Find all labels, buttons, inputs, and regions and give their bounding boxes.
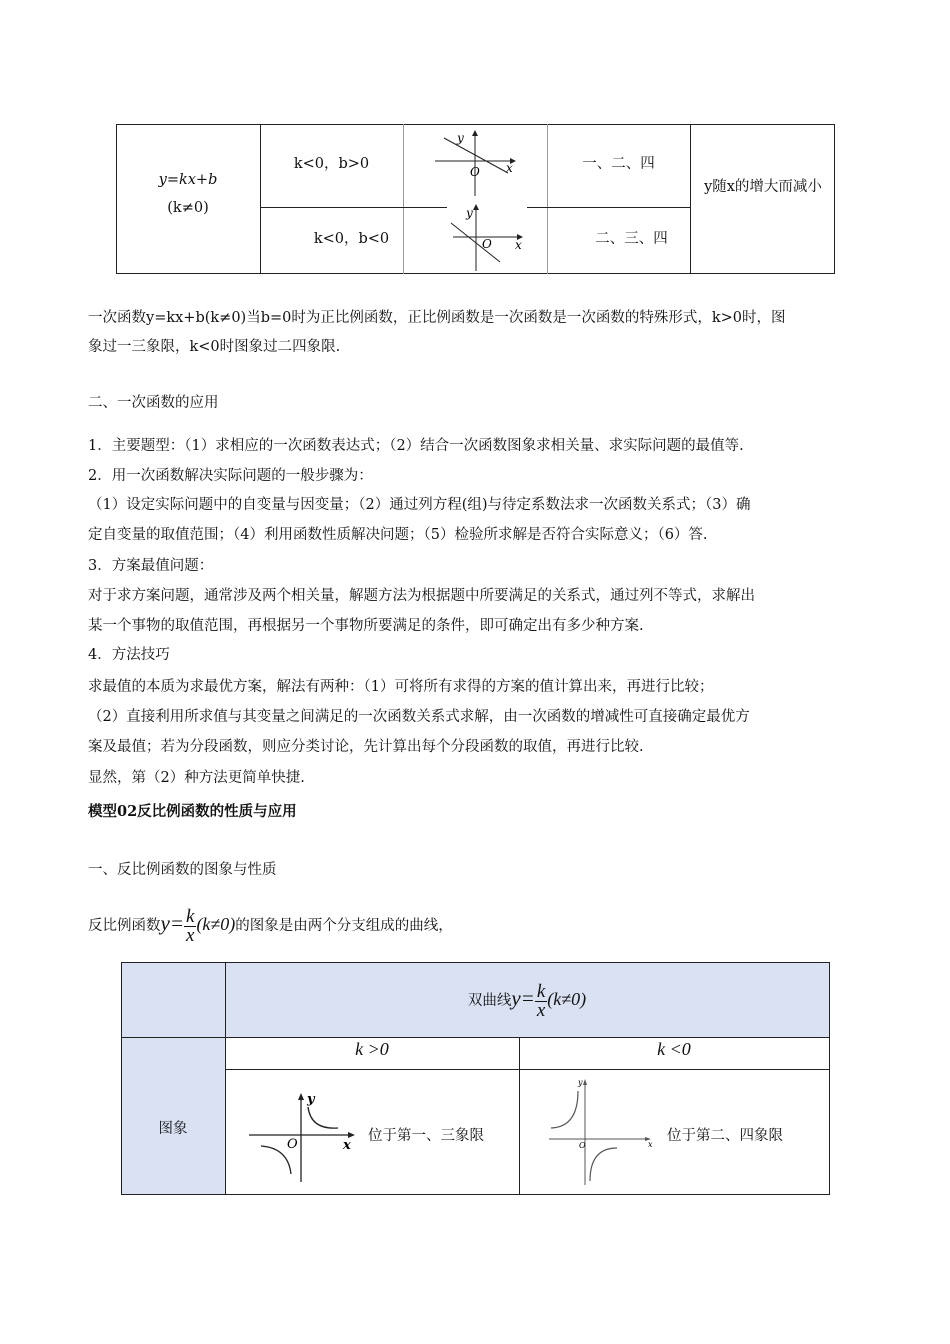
intro-text: 反比例函数 (88, 918, 161, 934)
svg-text:O: O (470, 165, 480, 179)
paragraph-line: 定自变量的取值范围；（4）利用函数性质解决问题；（5）检验所求解是否符合实际意义；（6）答. (88, 527, 708, 543)
math-eq: = (169, 911, 184, 935)
k-positive-description: 位于第一、三象限 (368, 1128, 484, 1144)
svg-text:x: x (648, 1140, 653, 1149)
line-graph-decreasing-negative-intercept (448, 203, 528, 273)
math-y: y (511, 986, 521, 1010)
numerator: k (186, 905, 195, 927)
paragraph-line: 某一个事物的取值范围，再根据另一个事物所要满足的条件，即可确定出有多少种方案. (88, 618, 644, 634)
paragraph-line: 4．方法技巧 (88, 647, 170, 663)
math-condition: (k≠0) (547, 989, 587, 1009)
math-y: y (160, 911, 170, 935)
case-2: k<0，b<0 (313, 231, 390, 247)
fraction-k-over-x (535, 980, 547, 1021)
function-condition: (k≠0) (167, 200, 209, 216)
fraction-k-over-x (184, 905, 196, 946)
hyperbola-graph-k-negative (545, 1075, 660, 1190)
paragraph-line: 显然，第（2）种方法更简单快捷. (88, 770, 305, 786)
paragraph-line: 2．用一次函数解决实际问题的一般步骤为： (88, 468, 373, 484)
k-negative-label: k <0 (657, 1039, 691, 1059)
paragraph-line: 象过一三象限，k<0时图象过二四象限. (88, 339, 341, 355)
denominator: x (536, 999, 546, 1021)
line-graph-decreasing-positive-intercept (430, 128, 520, 198)
paragraph-line: 案及最值；若为分段函数，则应分类讨论，先计算出每个分段函数的取值，再进行比较. (88, 739, 644, 755)
k-negative-description: 位于第二、四象限 (667, 1128, 783, 1144)
svg-text:y: y (578, 1078, 583, 1087)
quadrants-1: 一、二、四 (582, 156, 655, 172)
paragraph-line: （2）直接利用所求值与其变量之间满足的一次函数关系式求解，由一次函数的增减性可直接确定最优方 (88, 709, 750, 725)
intro-text-after: 的图象是由两个分支组成的曲线， (235, 918, 453, 934)
svg-text:x: x (343, 1138, 351, 1153)
math-eq: = (520, 986, 535, 1010)
model-title: 模型02反比例函数的性质与应用 (88, 803, 297, 820)
paragraph-line: 3．方案最值问题： (88, 558, 214, 574)
property-text: y随x的增大而减小 (704, 179, 822, 195)
svg-text:O: O (287, 1137, 298, 1152)
paragraph-line: （1）设定实际问题中的自变量与因变量；（2）通过列方程(组)与待定系数法求一次函数关系式；（3）确 (88, 497, 751, 513)
quadrants-2: 二、三、四 (595, 231, 668, 247)
paragraph-line: 一次函数y=kx+b(k≠0)当b=0时为正比例函数，正比例函数是一次函数是一次函数的特殊形式，k>0时，图 (88, 310, 786, 326)
subsection-heading: 一、反比例函数的图象与性质 (88, 862, 277, 878)
row-label-graph: 图象 (158, 1121, 188, 1137)
svg-text:y: y (466, 206, 473, 220)
paragraph-line: 1．主要题型：（1）求相应的一次函数表达式；（2）结合一次函数图象求相关量、求实际问题的最值等. (88, 438, 744, 454)
header-prefix: 双曲线 (467, 993, 512, 1009)
function-formula: y=kx+b (158, 172, 218, 188)
k-positive-label: k >0 (355, 1039, 389, 1059)
svg-text:y: y (307, 1092, 315, 1107)
svg-text:O: O (579, 1141, 586, 1150)
hyperbola-graph-k-positive (245, 1090, 360, 1185)
section-heading: 二、一次函数的应用 (88, 395, 219, 411)
paragraph-line: 对于求方案问题，通常涉及两个相关量，解题方法为根据题中所要满足的关系式，通过列不等式，求解出 (88, 588, 755, 604)
paragraph-line: 求最值的本质为求最优方案，解法有两种：（1）可将所有求得的方案的值计算出来，再进行比较； (88, 679, 714, 695)
svg-text:x: x (506, 161, 513, 175)
numerator: k (536, 980, 546, 1002)
table-header (225, 978, 829, 1021)
case-1: k<0，b>0 (293, 156, 370, 172)
denominator: x (186, 924, 195, 946)
svg-text:y: y (457, 131, 464, 145)
inverse-function-intro (88, 903, 453, 946)
math-condition: (k≠0) (196, 914, 236, 934)
svg-text:x: x (515, 238, 522, 252)
svg-text:O: O (482, 237, 492, 251)
